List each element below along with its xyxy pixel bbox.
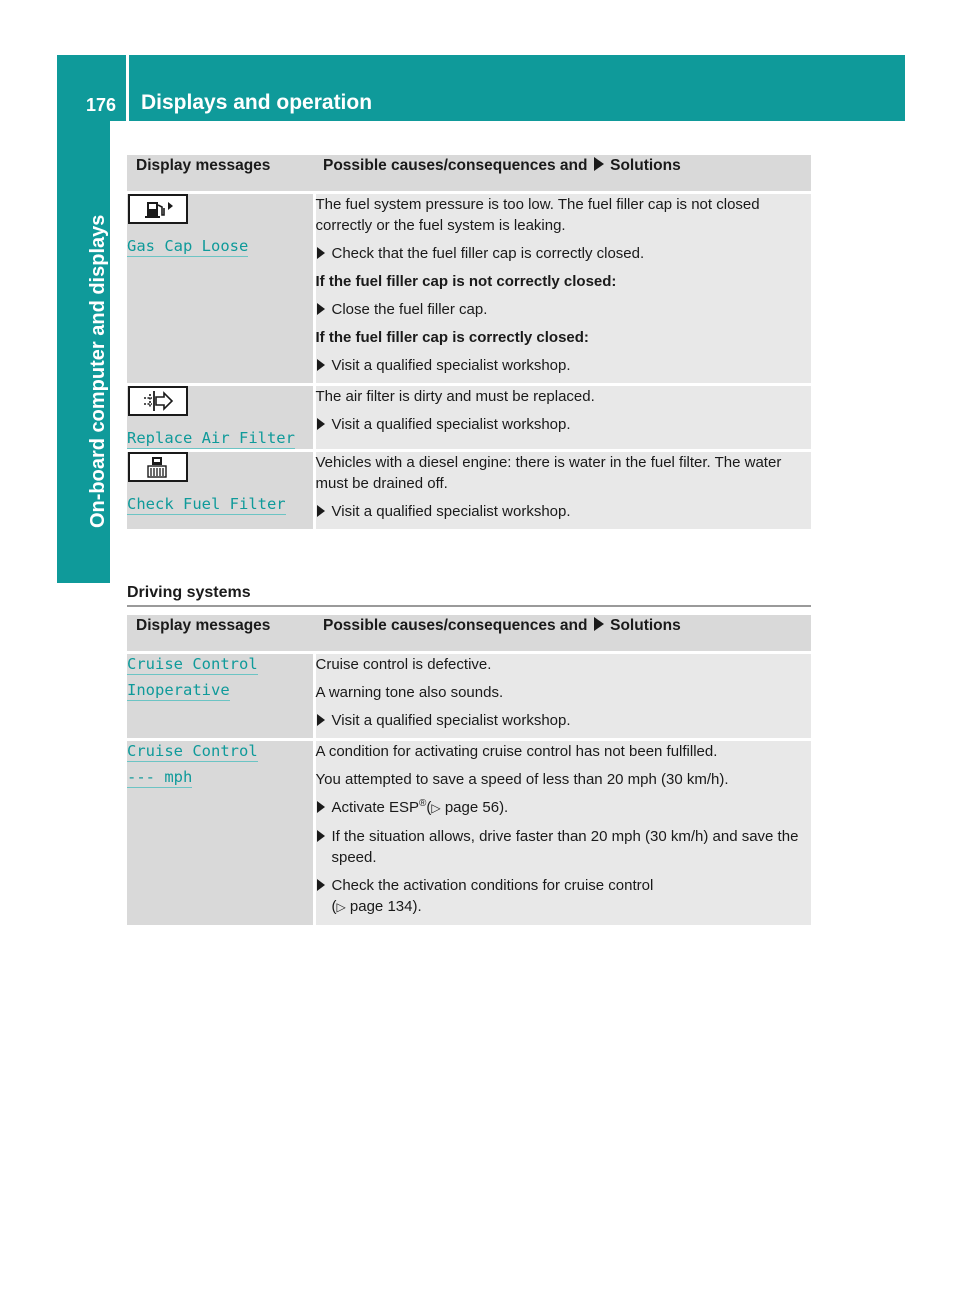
header-text-after: Solutions (610, 617, 681, 634)
air-filter-icon (128, 386, 188, 416)
solution-cell (314, 193, 811, 385)
message-cell (127, 193, 314, 385)
step-arrow-icon (317, 303, 325, 315)
solution-cell (314, 740, 811, 926)
page-number: 176 (86, 95, 117, 115)
subsection-title: Driving systems (127, 584, 251, 601)
step-arrow-icon (317, 359, 325, 371)
cause-text: The air filter is dirty and must be replaced. (315, 388, 595, 405)
condition-heading: If the fuel filler cap is correctly closed: (315, 329, 589, 346)
message-cell (127, 653, 314, 740)
cause-text: Cruise control is defective. (315, 656, 492, 673)
cause-text: A condition for activating cruise control has not been fulfilled. (315, 743, 718, 760)
solution-step: Check the activation conditions for cruise control (▷ page 134). (316, 875, 812, 918)
message-cell (127, 451, 314, 530)
display-message: Check Fuel Filter (127, 495, 286, 513)
header-text-before: Possible causes/consequences and (323, 617, 588, 634)
solutions-arrow-icon (594, 157, 604, 171)
step-arrow-icon (317, 879, 325, 891)
fuel-pump-icon (128, 194, 188, 224)
header-text-before: Possible causes/consequences and (323, 157, 588, 174)
solution-step: Visit a qualified specialist workshop. (316, 414, 812, 435)
page-ref-arrow-icon: ▷ (336, 900, 346, 914)
solution-step: Visit a qualified specialist workshop. (316, 501, 812, 522)
solution-cell (314, 451, 811, 530)
table-row (127, 451, 811, 530)
cause-text: Vehicles with a diesel engine: there is water in the fuel filter. The water must be drained off. (315, 454, 782, 492)
condition-heading: If the fuel filler cap is not correctly closed: (315, 273, 617, 290)
step-arrow-icon (317, 505, 325, 517)
column-header-causes-solutions (314, 155, 811, 193)
cause-text: The fuel system pressure is too low. The fuel filler cap is not closed correctly or the fuel system is leaking. (315, 196, 760, 234)
step-arrow-icon (317, 418, 325, 430)
display-message-line: --- mph (127, 768, 193, 786)
display-message-line: Cruise Control (127, 742, 258, 760)
display-message: Replace Air Filter (127, 429, 295, 447)
cause-text: A warning tone also sounds. (315, 684, 504, 701)
solution-step: Activate ESP®(▷ page 56). (316, 797, 812, 819)
subsection-rule (127, 605, 811, 607)
registered-mark: ® (419, 798, 427, 809)
table-row (127, 740, 811, 926)
fuel-filter-icon (128, 452, 188, 482)
message-cell (127, 740, 314, 926)
step-arrow-icon (317, 714, 325, 726)
message-cell (127, 385, 314, 451)
page-ref-arrow-icon: ▷ (431, 801, 441, 815)
solution-cell (314, 385, 811, 451)
solution-step: If the situation allows, drive faster than 20 mph (30 km/h) and save the speed. (316, 826, 812, 868)
driving-systems-table (127, 615, 811, 925)
solution-step: Check that the fuel filler cap is correctly closed. (316, 243, 812, 264)
solution-cell (314, 653, 811, 740)
column-header-display-messages: Display messages (127, 615, 314, 653)
step-arrow-icon (317, 801, 325, 813)
column-header-display-messages: Display messages (127, 155, 314, 193)
display-message: Gas Cap Loose (127, 237, 249, 255)
header-text-after: Solutions (610, 157, 681, 174)
table-header-row (127, 155, 811, 193)
table-row (127, 653, 811, 740)
step-arrow-icon (317, 830, 325, 842)
page-reference-link[interactable]: page 134 (349, 898, 413, 915)
step-arrow-icon (317, 247, 325, 259)
page-reference-link[interactable]: page 56 (444, 799, 500, 816)
section-title: Displays and operation (141, 91, 373, 114)
table-row (127, 193, 811, 385)
side-tab-label: On-board computer and displays (87, 214, 109, 528)
solution-step: Visit a qualified specialist workshop. (316, 355, 812, 376)
solutions-arrow-icon (594, 617, 604, 631)
column-header-causes-solutions (314, 615, 811, 653)
display-messages-table (127, 155, 811, 529)
solution-step: Visit a qualified specialist workshop. (316, 710, 812, 731)
display-message-line: Cruise Control (127, 655, 258, 673)
header-divider (126, 55, 129, 121)
cause-text: You attempted to save a speed of less than 20 mph (30 km/h). (315, 771, 729, 788)
solution-step: Close the fuel filler cap. (316, 299, 812, 320)
table-header-row (127, 615, 811, 653)
display-message-line: Inoperative (127, 681, 230, 699)
table-row (127, 385, 811, 451)
